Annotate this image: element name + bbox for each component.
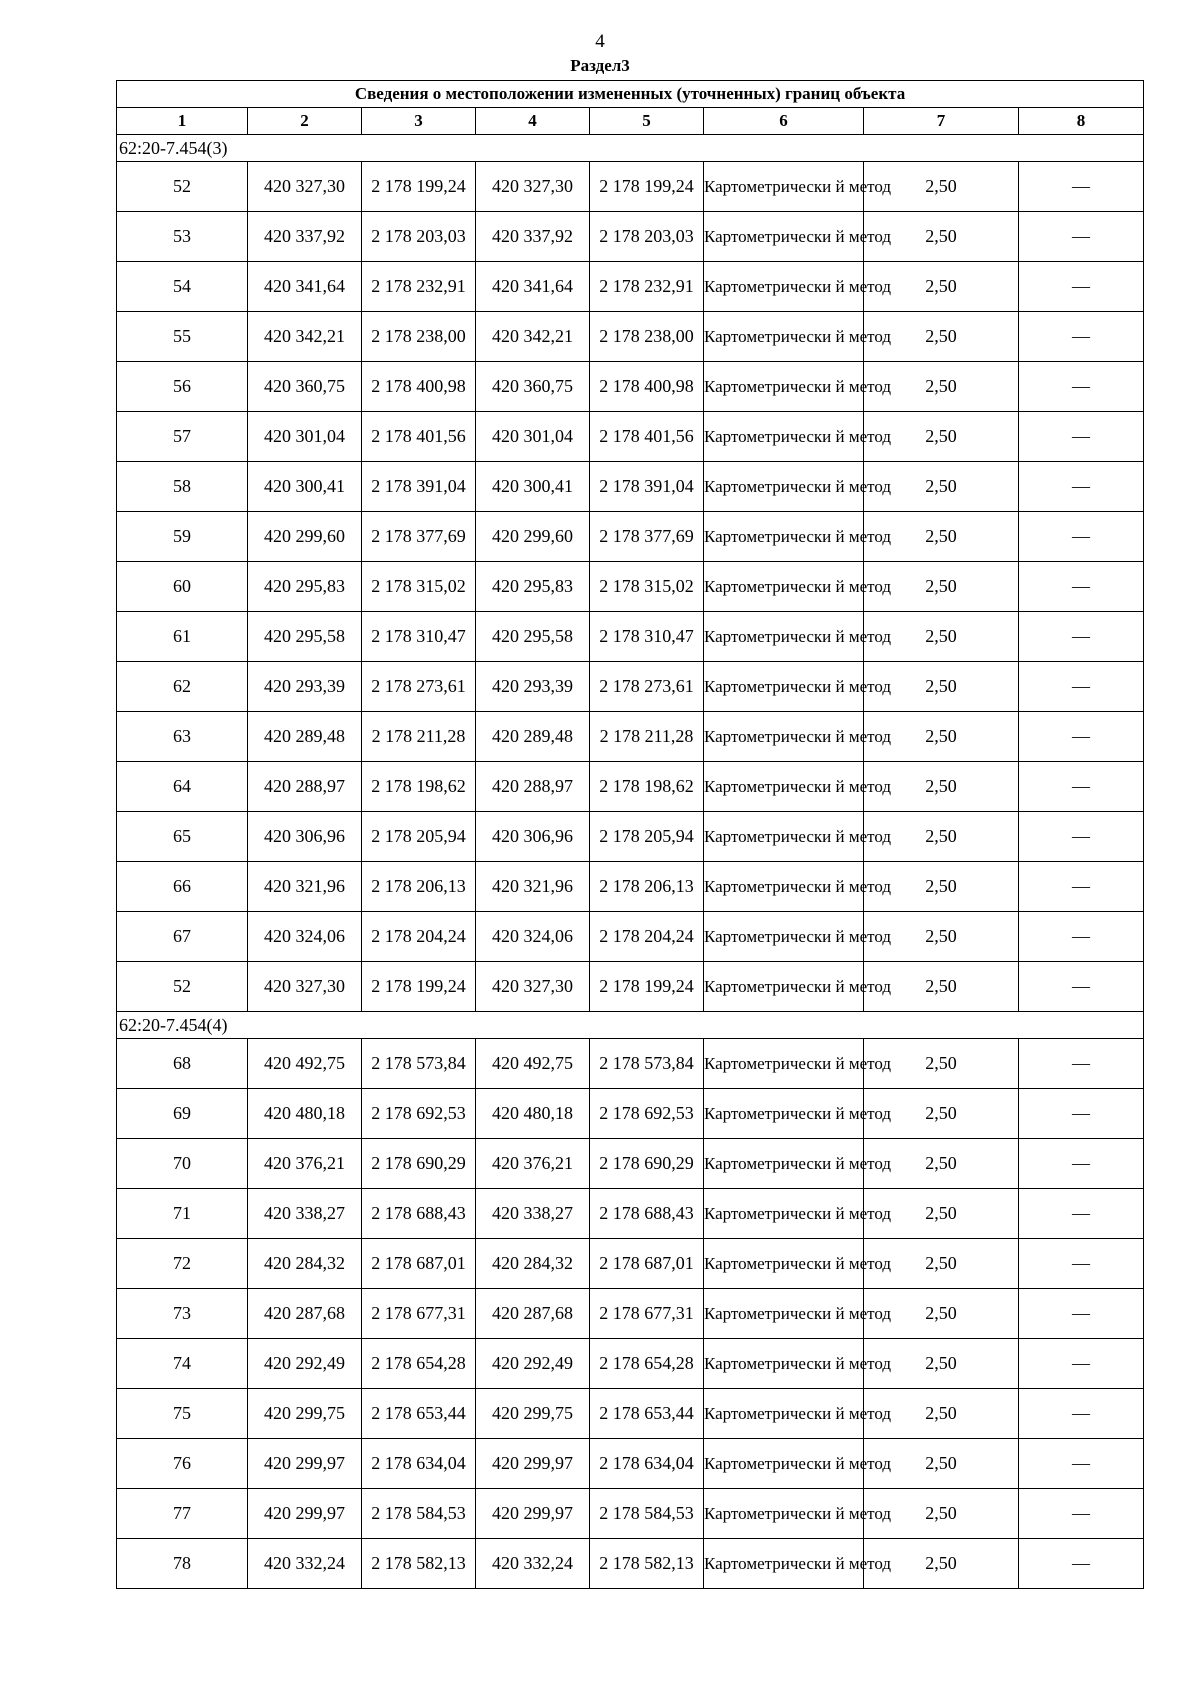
point-number-cell: 52 bbox=[117, 962, 248, 1012]
table-cell: 2 178 688,43 bbox=[590, 1189, 704, 1239]
point-number-cell: 71 bbox=[117, 1189, 248, 1239]
table-row bbox=[117, 1539, 1144, 1589]
table-cell: 2 178 204,24 bbox=[590, 912, 704, 962]
table-cell: 420 292,49 bbox=[248, 1339, 362, 1389]
table-cell: 2 178 211,28 bbox=[362, 712, 476, 762]
table-row bbox=[117, 712, 1144, 762]
table-cell: 420 337,92 bbox=[476, 212, 590, 262]
table-row bbox=[117, 612, 1144, 662]
point-number-cell: 63 bbox=[117, 712, 248, 762]
column-number: 1 bbox=[117, 108, 248, 135]
group-label: 62:20-7.454(3) bbox=[117, 135, 1144, 162]
column-number: 6 bbox=[704, 108, 864, 135]
table-cell: 2 178 653,44 bbox=[590, 1389, 704, 1439]
table-cell: 420 480,18 bbox=[476, 1089, 590, 1139]
dash-cell: — bbox=[1019, 962, 1144, 1012]
table-cell: 420 295,83 bbox=[248, 562, 362, 612]
method-cell: Картометрически й метод bbox=[704, 1489, 864, 1539]
table-cell: 2 178 315,02 bbox=[590, 562, 704, 612]
column-number: 8 bbox=[1019, 108, 1144, 135]
table-cell: 2 178 198,62 bbox=[362, 762, 476, 812]
table-cell: 420 321,96 bbox=[248, 862, 362, 912]
table-cell: 2,50 bbox=[864, 162, 1019, 212]
method-cell: Картометрически й метод bbox=[704, 1439, 864, 1489]
method-cell: Картометрически й метод bbox=[704, 1039, 864, 1089]
group-row bbox=[117, 1012, 1144, 1039]
table-cell: 420 492,75 bbox=[476, 1039, 590, 1089]
table-cell: 420 324,06 bbox=[476, 912, 590, 962]
table-cell: 2 178 273,61 bbox=[362, 662, 476, 712]
column-number: 7 bbox=[864, 108, 1019, 135]
table-cell: 2 178 690,29 bbox=[590, 1139, 704, 1189]
table-cell: 2,50 bbox=[864, 462, 1019, 512]
point-number-cell: 61 bbox=[117, 612, 248, 662]
point-number-cell: 55 bbox=[117, 312, 248, 362]
table-cell: 2,50 bbox=[864, 812, 1019, 862]
dash-cell: — bbox=[1019, 812, 1144, 862]
table-row bbox=[117, 412, 1144, 462]
dash-cell: — bbox=[1019, 762, 1144, 812]
dash-cell: — bbox=[1019, 662, 1144, 712]
dash-cell: — bbox=[1019, 162, 1144, 212]
table-cell: 420 327,30 bbox=[248, 962, 362, 1012]
table-cell: 2 178 238,00 bbox=[590, 312, 704, 362]
table-cell: 2,50 bbox=[864, 1539, 1019, 1589]
point-number-cell: 53 bbox=[117, 212, 248, 262]
table-cell: 2 178 232,91 bbox=[362, 262, 476, 312]
table-cell: 2 178 377,69 bbox=[362, 512, 476, 562]
table-cell: 420 295,83 bbox=[476, 562, 590, 612]
dash-cell: — bbox=[1019, 1539, 1144, 1589]
table-title-row bbox=[117, 81, 1144, 108]
table-cell: 2 178 377,69 bbox=[590, 512, 704, 562]
table-cell: 2,50 bbox=[864, 1339, 1019, 1389]
dash-cell: — bbox=[1019, 1239, 1144, 1289]
table-cell: 2 178 687,01 bbox=[362, 1239, 476, 1289]
table-row bbox=[117, 962, 1144, 1012]
method-cell: Картометрически й метод bbox=[704, 1189, 864, 1239]
dash-cell: — bbox=[1019, 1489, 1144, 1539]
table-row bbox=[117, 912, 1144, 962]
table-cell: 2 178 401,56 bbox=[362, 412, 476, 462]
table-cell: 420 295,58 bbox=[476, 612, 590, 662]
dash-cell: — bbox=[1019, 412, 1144, 462]
point-number-cell: 72 bbox=[117, 1239, 248, 1289]
table-row bbox=[117, 362, 1144, 412]
table-cell: 420 299,60 bbox=[476, 512, 590, 562]
table-cell: 2 178 203,03 bbox=[362, 212, 476, 262]
table-cell: 420 293,39 bbox=[248, 662, 362, 712]
table-cell: 2 178 206,13 bbox=[590, 862, 704, 912]
table-cell: 2 178 206,13 bbox=[362, 862, 476, 912]
table-cell: 420 332,24 bbox=[248, 1539, 362, 1589]
table-cell: 420 289,48 bbox=[248, 712, 362, 762]
table-cell: 2 178 205,94 bbox=[590, 812, 704, 862]
table-cell: 2 178 273,61 bbox=[590, 662, 704, 712]
table-cell: 2,50 bbox=[864, 562, 1019, 612]
table-cell: 420 327,30 bbox=[476, 962, 590, 1012]
table-cell: 2 178 582,13 bbox=[362, 1539, 476, 1589]
method-cell: Картометрически й метод bbox=[704, 912, 864, 962]
table-cell: 420 292,49 bbox=[476, 1339, 590, 1389]
table-cell: 2 178 634,04 bbox=[590, 1439, 704, 1489]
dash-cell: — bbox=[1019, 512, 1144, 562]
point-number-cell: 67 bbox=[117, 912, 248, 962]
method-cell: Картометрически й метод bbox=[704, 1539, 864, 1589]
page-number: 4 bbox=[595, 31, 605, 52]
point-number-cell: 57 bbox=[117, 412, 248, 462]
table-cell: 420 284,32 bbox=[248, 1239, 362, 1289]
table-cell: 2 178 653,44 bbox=[362, 1389, 476, 1439]
table-cell: 2,50 bbox=[864, 362, 1019, 412]
table-cell: 420 341,64 bbox=[248, 262, 362, 312]
table-cell: 2 178 199,24 bbox=[590, 962, 704, 1012]
table-cell: 2 178 211,28 bbox=[590, 712, 704, 762]
table-row bbox=[117, 162, 1144, 212]
point-number-cell: 52 bbox=[117, 162, 248, 212]
table-cell: 420 360,75 bbox=[248, 362, 362, 412]
table-cell: 2 178 654,28 bbox=[590, 1339, 704, 1389]
method-cell: Картометрически й метод bbox=[704, 1339, 864, 1389]
dash-cell: — bbox=[1019, 312, 1144, 362]
method-cell: Картометрически й метод bbox=[704, 562, 864, 612]
point-number-cell: 65 bbox=[117, 812, 248, 862]
table-cell: 420 300,41 bbox=[248, 462, 362, 512]
method-cell: Картометрически й метод bbox=[704, 412, 864, 462]
point-number-cell: 69 bbox=[117, 1089, 248, 1139]
method-cell: Картометрически й метод bbox=[704, 1239, 864, 1289]
table-cell: 420 324,06 bbox=[248, 912, 362, 962]
table-cell: 2 178 573,84 bbox=[590, 1039, 704, 1089]
table-row bbox=[117, 1189, 1144, 1239]
table-cell: 2 178 401,56 bbox=[590, 412, 704, 462]
table-cell: 420 306,96 bbox=[248, 812, 362, 862]
table-cell: 420 299,75 bbox=[248, 1389, 362, 1439]
column-number-row bbox=[117, 108, 1144, 135]
table-cell: 2 178 391,04 bbox=[362, 462, 476, 512]
table-cell: 2 178 692,53 bbox=[590, 1089, 704, 1139]
dash-cell: — bbox=[1019, 1439, 1144, 1489]
table-row bbox=[117, 1089, 1144, 1139]
point-number-cell: 68 bbox=[117, 1039, 248, 1089]
table-cell: 420 299,60 bbox=[248, 512, 362, 562]
table-cell: 420 480,18 bbox=[248, 1089, 362, 1139]
table-row bbox=[117, 1339, 1144, 1389]
method-cell: Картометрически й метод bbox=[704, 212, 864, 262]
point-number-cell: 62 bbox=[117, 662, 248, 712]
table-cell: 420 301,04 bbox=[476, 412, 590, 462]
dash-cell: — bbox=[1019, 262, 1144, 312]
method-cell: Картометрически й метод bbox=[704, 812, 864, 862]
table-cell: 2 178 198,62 bbox=[590, 762, 704, 812]
method-cell: Картометрически й метод bbox=[704, 1389, 864, 1439]
table-cell: 420 376,21 bbox=[248, 1139, 362, 1189]
section-title: Раздел3 bbox=[570, 56, 630, 75]
table-cell: 2 178 677,31 bbox=[590, 1289, 704, 1339]
table-cell: 420 288,97 bbox=[248, 762, 362, 812]
method-cell: Картометрически й метод bbox=[704, 462, 864, 512]
table-cell: 2,50 bbox=[864, 962, 1019, 1012]
table-cell: 2,50 bbox=[864, 1439, 1019, 1489]
table-cell: 420 321,96 bbox=[476, 862, 590, 912]
table-cell: 2 178 238,00 bbox=[362, 312, 476, 362]
method-cell: Картометрически й метод bbox=[704, 512, 864, 562]
column-number: 4 bbox=[476, 108, 590, 135]
point-number-cell: 66 bbox=[117, 862, 248, 912]
table-cell: 420 360,75 bbox=[476, 362, 590, 412]
dash-cell: — bbox=[1019, 862, 1144, 912]
method-cell: Картометрически й метод bbox=[704, 612, 864, 662]
method-cell: Картометрически й метод bbox=[704, 1139, 864, 1189]
table-cell: 2,50 bbox=[864, 662, 1019, 712]
table-cell: 420 301,04 bbox=[248, 412, 362, 462]
table-cell: 2 178 391,04 bbox=[590, 462, 704, 512]
table-cell: 420 284,32 bbox=[476, 1239, 590, 1289]
method-cell: Картометрически й метод bbox=[704, 662, 864, 712]
table-cell: 2 178 315,02 bbox=[362, 562, 476, 612]
table-row bbox=[117, 812, 1144, 862]
table-cell: 2,50 bbox=[864, 1139, 1019, 1189]
table-cell: 420 341,64 bbox=[476, 262, 590, 312]
table-row bbox=[117, 1239, 1144, 1289]
table-row bbox=[117, 212, 1144, 262]
table-cell: 2,50 bbox=[864, 1389, 1019, 1439]
table-cell: 420 299,97 bbox=[476, 1439, 590, 1489]
dash-cell: — bbox=[1019, 1039, 1144, 1089]
table-cell: 420 289,48 bbox=[476, 712, 590, 762]
point-number-cell: 77 bbox=[117, 1489, 248, 1539]
table-cell: 420 295,58 bbox=[248, 612, 362, 662]
table-cell: 2,50 bbox=[864, 512, 1019, 562]
table-body bbox=[117, 135, 1144, 1589]
point-number-cell: 75 bbox=[117, 1389, 248, 1439]
table-cell: 2 178 199,24 bbox=[362, 162, 476, 212]
method-cell: Картометрически й метод bbox=[704, 1089, 864, 1139]
point-number-cell: 59 bbox=[117, 512, 248, 562]
column-number: 3 bbox=[362, 108, 476, 135]
table-cell: 2,50 bbox=[864, 212, 1019, 262]
table-cell: 2 178 634,04 bbox=[362, 1439, 476, 1489]
dash-cell: — bbox=[1019, 612, 1144, 662]
method-cell: Картометрически й метод bbox=[704, 762, 864, 812]
table-cell: 2 178 584,53 bbox=[362, 1489, 476, 1539]
table-cell: 2,50 bbox=[864, 1039, 1019, 1089]
dash-cell: — bbox=[1019, 212, 1144, 262]
table-cell: 2,50 bbox=[864, 762, 1019, 812]
point-number-cell: 64 bbox=[117, 762, 248, 812]
table-cell: 2 178 203,03 bbox=[590, 212, 704, 262]
dash-cell: — bbox=[1019, 1189, 1144, 1239]
table-row bbox=[117, 512, 1144, 562]
table-cell: 2 178 199,24 bbox=[362, 962, 476, 1012]
column-number: 2 bbox=[248, 108, 362, 135]
table-cell: 2,50 bbox=[864, 712, 1019, 762]
dash-cell: — bbox=[1019, 1139, 1144, 1189]
table-cell: 2 178 687,01 bbox=[590, 1239, 704, 1289]
table-cell: 420 299,97 bbox=[476, 1489, 590, 1539]
table-cell: 2 178 199,24 bbox=[590, 162, 704, 212]
point-number-cell: 56 bbox=[117, 362, 248, 412]
dash-cell: — bbox=[1019, 1389, 1144, 1439]
table-row bbox=[117, 662, 1144, 712]
dash-cell: — bbox=[1019, 1089, 1144, 1139]
method-cell: Картометрически й метод bbox=[704, 162, 864, 212]
table-cell: 420 299,75 bbox=[476, 1389, 590, 1439]
table-cell: 2 178 654,28 bbox=[362, 1339, 476, 1389]
table-cell: 2 178 310,47 bbox=[590, 612, 704, 662]
table-cell: 420 342,21 bbox=[476, 312, 590, 362]
table-cell: 2 178 310,47 bbox=[362, 612, 476, 662]
dash-cell: — bbox=[1019, 362, 1144, 412]
point-number-cell: 60 bbox=[117, 562, 248, 612]
table-row bbox=[117, 1039, 1144, 1089]
table-cell: 2,50 bbox=[864, 612, 1019, 662]
table-cell: 2 178 582,13 bbox=[590, 1539, 704, 1589]
method-cell: Картометрически й метод bbox=[704, 1289, 864, 1339]
point-number-cell: 70 bbox=[117, 1139, 248, 1189]
point-number-cell: 76 bbox=[117, 1439, 248, 1489]
dash-cell: — bbox=[1019, 562, 1144, 612]
table-cell: 2 178 232,91 bbox=[590, 262, 704, 312]
table-cell: 420 327,30 bbox=[476, 162, 590, 212]
table-cell: 2,50 bbox=[864, 912, 1019, 962]
table-cell: 420 287,68 bbox=[248, 1289, 362, 1339]
table-cell: 2 178 400,98 bbox=[362, 362, 476, 412]
table-cell: 2,50 bbox=[864, 1289, 1019, 1339]
table-cell: 2,50 bbox=[864, 262, 1019, 312]
table-row bbox=[117, 1289, 1144, 1339]
table-cell: 420 492,75 bbox=[248, 1039, 362, 1089]
table-cell: 420 338,27 bbox=[476, 1189, 590, 1239]
table-cell: 2 178 690,29 bbox=[362, 1139, 476, 1189]
table-cell: 2,50 bbox=[864, 862, 1019, 912]
dash-cell: — bbox=[1019, 1289, 1144, 1339]
table-cell: 2 178 205,94 bbox=[362, 812, 476, 862]
group-label: 62:20-7.454(4) bbox=[117, 1012, 1144, 1039]
group-row bbox=[117, 135, 1144, 162]
table-cell: 2,50 bbox=[864, 1489, 1019, 1539]
table-row bbox=[117, 1389, 1144, 1439]
dash-cell: — bbox=[1019, 912, 1144, 962]
table-cell: 2,50 bbox=[864, 1189, 1019, 1239]
table-cell: 2 178 204,24 bbox=[362, 912, 476, 962]
method-cell: Картометрически й метод bbox=[704, 262, 864, 312]
table-cell: 2,50 bbox=[864, 312, 1019, 362]
table-cell: 2,50 bbox=[864, 1089, 1019, 1139]
table-cell: 420 338,27 bbox=[248, 1189, 362, 1239]
table-cell: 420 327,30 bbox=[248, 162, 362, 212]
point-number-cell: 78 bbox=[117, 1539, 248, 1589]
table-row bbox=[117, 762, 1144, 812]
table-cell: 420 376,21 bbox=[476, 1139, 590, 1189]
table-row bbox=[117, 1489, 1144, 1539]
dash-cell: — bbox=[1019, 712, 1144, 762]
table-cell: 2,50 bbox=[864, 412, 1019, 462]
table-row bbox=[117, 262, 1144, 312]
point-number-cell: 58 bbox=[117, 462, 248, 512]
method-cell: Картометрически й метод bbox=[704, 962, 864, 1012]
table-cell: 2 178 584,53 bbox=[590, 1489, 704, 1539]
point-number-cell: 74 bbox=[117, 1339, 248, 1389]
table-row bbox=[117, 562, 1144, 612]
table-cell: 420 337,92 bbox=[248, 212, 362, 262]
method-cell: Картометрически й метод bbox=[704, 312, 864, 362]
table-row bbox=[117, 1139, 1144, 1189]
table-cell: 2,50 bbox=[864, 1239, 1019, 1289]
coordinates-table bbox=[116, 80, 1144, 1589]
table-row bbox=[117, 862, 1144, 912]
table-cell: 2 178 692,53 bbox=[362, 1089, 476, 1139]
column-number: 5 bbox=[590, 108, 704, 135]
dash-cell: — bbox=[1019, 1339, 1144, 1389]
method-cell: Картометрически й метод bbox=[704, 862, 864, 912]
table-cell: 2 178 677,31 bbox=[362, 1289, 476, 1339]
point-number-cell: 54 bbox=[117, 262, 248, 312]
table-cell: 420 332,24 bbox=[476, 1539, 590, 1589]
table-cell: 420 306,96 bbox=[476, 812, 590, 862]
table-cell: 420 293,39 bbox=[476, 662, 590, 712]
table-cell: 420 342,21 bbox=[248, 312, 362, 362]
table-title: Сведения о местоположении измененных (уточненных) границ объекта bbox=[117, 81, 1144, 108]
table-row bbox=[117, 312, 1144, 362]
table-row bbox=[117, 1439, 1144, 1489]
table-cell: 2 178 688,43 bbox=[362, 1189, 476, 1239]
dash-cell: — bbox=[1019, 462, 1144, 512]
table-cell: 420 300,41 bbox=[476, 462, 590, 512]
table-cell: 420 299,97 bbox=[248, 1489, 362, 1539]
table-cell: 2 178 400,98 bbox=[590, 362, 704, 412]
point-number-cell: 73 bbox=[117, 1289, 248, 1339]
table-cell: 420 287,68 bbox=[476, 1289, 590, 1339]
table-cell: 2 178 573,84 bbox=[362, 1039, 476, 1089]
method-cell: Картометрически й метод bbox=[704, 712, 864, 762]
table-row bbox=[117, 462, 1144, 512]
table-cell: 420 288,97 bbox=[476, 762, 590, 812]
method-cell: Картометрически й метод bbox=[704, 362, 864, 412]
table-cell: 420 299,97 bbox=[248, 1439, 362, 1489]
